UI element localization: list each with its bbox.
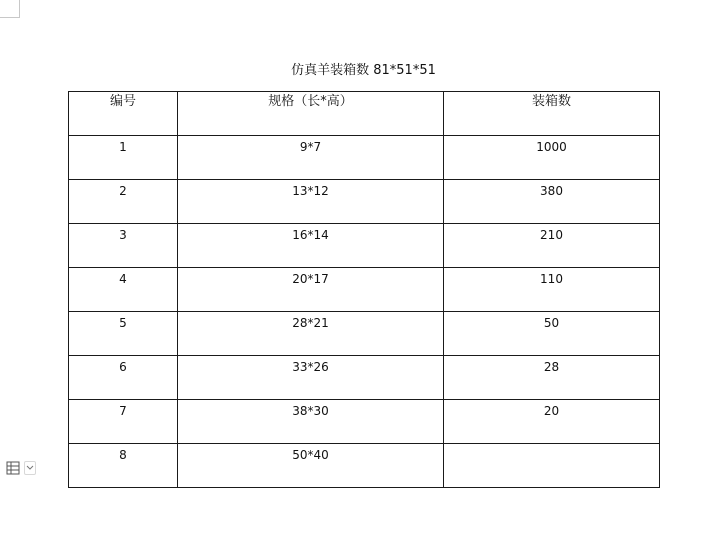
table-row xyxy=(69,312,660,356)
cell-spec: 9*7 xyxy=(178,136,444,180)
cell-id: 4 xyxy=(69,268,178,312)
cell-id: 1 xyxy=(69,136,178,180)
cell-id: 5 xyxy=(69,312,178,356)
cell-spec: 28*21 xyxy=(178,312,444,356)
cell-id: 2 xyxy=(69,180,178,224)
table-menu-icon[interactable] xyxy=(4,459,22,477)
cell-box-count: 380 xyxy=(444,180,660,224)
cell-spec: 20*17 xyxy=(178,268,444,312)
table-row xyxy=(69,180,660,224)
cell-box-count: 20 xyxy=(444,400,660,444)
cell-box-count: 110 xyxy=(444,268,660,312)
table-row-handle[interactable] xyxy=(4,457,40,479)
packing-spec-table xyxy=(68,91,660,488)
cell-box-count: 210 xyxy=(444,224,660,268)
cell-id: 3 xyxy=(69,224,178,268)
cell-spec: 13*12 xyxy=(178,180,444,224)
page-corner-marker xyxy=(0,0,20,18)
table-row xyxy=(69,444,660,488)
cell-spec: 16*14 xyxy=(178,224,444,268)
table-row xyxy=(69,268,660,312)
document-title: 仿真羊装箱数 81*51*51 xyxy=(291,63,436,78)
cell-id: 7 xyxy=(69,400,178,444)
header-id: 编号 xyxy=(69,92,178,136)
cell-id: 6 xyxy=(69,356,178,400)
cell-spec: 33*26 xyxy=(178,356,444,400)
header-box-count: 装箱数 xyxy=(444,92,660,136)
table-header-row xyxy=(69,92,660,136)
table-row xyxy=(69,136,660,180)
cell-id: 8 xyxy=(69,444,178,488)
table-row xyxy=(69,356,660,400)
chevron-down-icon[interactable] xyxy=(24,461,36,475)
cell-box-count: 28 xyxy=(444,356,660,400)
cell-box-count: 1000 xyxy=(444,136,660,180)
table-row xyxy=(69,400,660,444)
cell-box-count xyxy=(444,444,660,488)
table-row xyxy=(69,224,660,268)
cell-spec: 50*40 xyxy=(178,444,444,488)
cell-spec: 38*30 xyxy=(178,400,444,444)
cell-box-count: 50 xyxy=(444,312,660,356)
header-spec: 规格（长*高） xyxy=(178,92,444,136)
